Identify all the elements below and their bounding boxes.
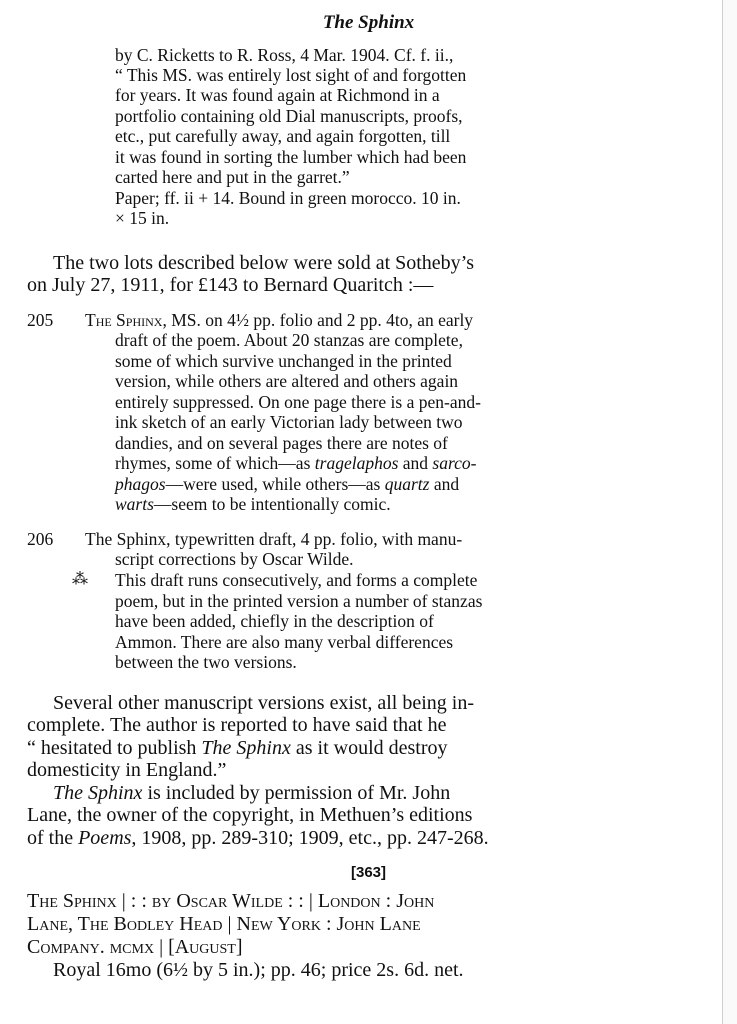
text-line <box>53 782 450 804</box>
asterism-icon: ⁂ <box>72 571 88 588</box>
text-line: The Sphinx | : : by Oscar Wilde : : | London : John <box>27 890 435 912</box>
lot-title: The Sphinx <box>85 310 163 330</box>
text-line: carted here and put in the garret.” <box>115 167 350 187</box>
text-line <box>85 310 473 330</box>
text-line: some of which survive unchanged in the printed <box>115 351 452 371</box>
italic-title: The Sphinx <box>53 782 143 804</box>
text-line: Several other manuscript versions exist, all being in- <box>53 692 475 714</box>
text-span: and <box>429 474 460 494</box>
lot-number: 206 <box>27 529 54 549</box>
text-line: Company. mcmx | [August] <box>27 936 243 958</box>
text-line: by C. Ricketts to R. Ross, 4 Mar. 1904. Cf. f. ii., <box>115 45 454 65</box>
text-line: Lane, the owner of the copyright, in Methuen’s editions <box>27 804 473 826</box>
text-line <box>27 737 448 759</box>
text-line: “ This MS. was entirely lost sight of and forgotten <box>115 65 467 85</box>
text-line <box>115 453 477 473</box>
text-span: , 1908, pp. 289-310; 1909, etc., pp. 247-268. <box>131 827 489 849</box>
lot-number: 205 <box>27 310 54 330</box>
text-line <box>115 494 391 514</box>
text-line: domesticity in England.” <box>27 759 227 781</box>
text-line <box>115 474 459 494</box>
italic-word: phagos <box>115 474 166 494</box>
text-line: draft of the poem. About 20 stanzas are complete, <box>115 330 463 350</box>
text-line: for years. It was found again at Richmond in a <box>115 85 440 105</box>
italic-title: The Sphinx <box>201 737 291 759</box>
running-title: The Sphinx <box>322 12 415 33</box>
text-line: The two lots described below were sold at Sotheby’s <box>53 252 475 274</box>
text-line: version, while others are altered and others again <box>115 371 459 391</box>
text-span: , MS. on 4½ pp. folio and 2 pp. 4to, an early <box>162 310 474 330</box>
italic-word: sarco- <box>432 453 477 473</box>
text-span: —seem to be intentionally comic. <box>153 494 391 514</box>
italic-word: quartz <box>384 474 430 494</box>
text-line: Paper; ff. ii + 14. Bound in green morocco. 10 in. <box>115 188 461 208</box>
text-line: it was found in sorting the lumber which had been <box>115 147 467 167</box>
italic-word: warts <box>115 494 154 514</box>
text-span: “ hesitated to publish <box>27 737 202 759</box>
text-line: poem, but in the printed version a number of stanzas <box>115 591 483 611</box>
text-span: of the <box>27 827 79 849</box>
text-line: dandies, and on several pages there are notes of <box>115 433 448 453</box>
text-line: script corrections by Oscar Wilde. <box>115 549 354 569</box>
text-line: portfolio containing old Dial manuscripts, proofs, <box>115 106 463 126</box>
text-line: ink sketch of an early Victorian lady between two <box>115 412 463 432</box>
text-line: Lane, The Bodley Head | New York : John Lane <box>27 913 421 935</box>
text-line: This draft runs consecutively, and forms a complete <box>115 570 478 590</box>
text-line: Royal 16mo (6½ by 5 in.); pp. 46; price 2s. 6d. net. <box>53 959 464 981</box>
text-line: have been added, chiefly in the description of <box>115 611 434 631</box>
text-line: on July 27, 1911, for £143 to Bernard Quaritch :— <box>27 274 434 296</box>
text-span: —were used, while others—as <box>165 474 385 494</box>
text-line: entirely suppressed. On one page there is a pen-and- <box>115 392 481 412</box>
text-span: is included by permission of Mr. John <box>142 782 451 804</box>
text-line: between the two versions. <box>115 652 297 672</box>
text-span: as it would destroy <box>290 737 448 759</box>
text-line: × 15 in. <box>115 208 170 228</box>
italic-title: Poems <box>78 827 132 849</box>
text-line: The Sphinx, typewritten draft, 4 pp. folio, with manu- <box>85 529 463 549</box>
text-line: etc., put carefully away, and again forgotten, till <box>115 126 451 146</box>
text-span: rhymes, some of which—as <box>115 453 315 473</box>
italic-word: tragelaphos <box>314 453 399 473</box>
text-line: complete. The author is reported to have said that he <box>27 714 447 736</box>
text-span: and <box>398 453 433 473</box>
page-number: [363] <box>350 864 387 881</box>
text-line: Ammon. There are also many verbal differences <box>115 632 454 652</box>
text-line <box>27 827 489 849</box>
